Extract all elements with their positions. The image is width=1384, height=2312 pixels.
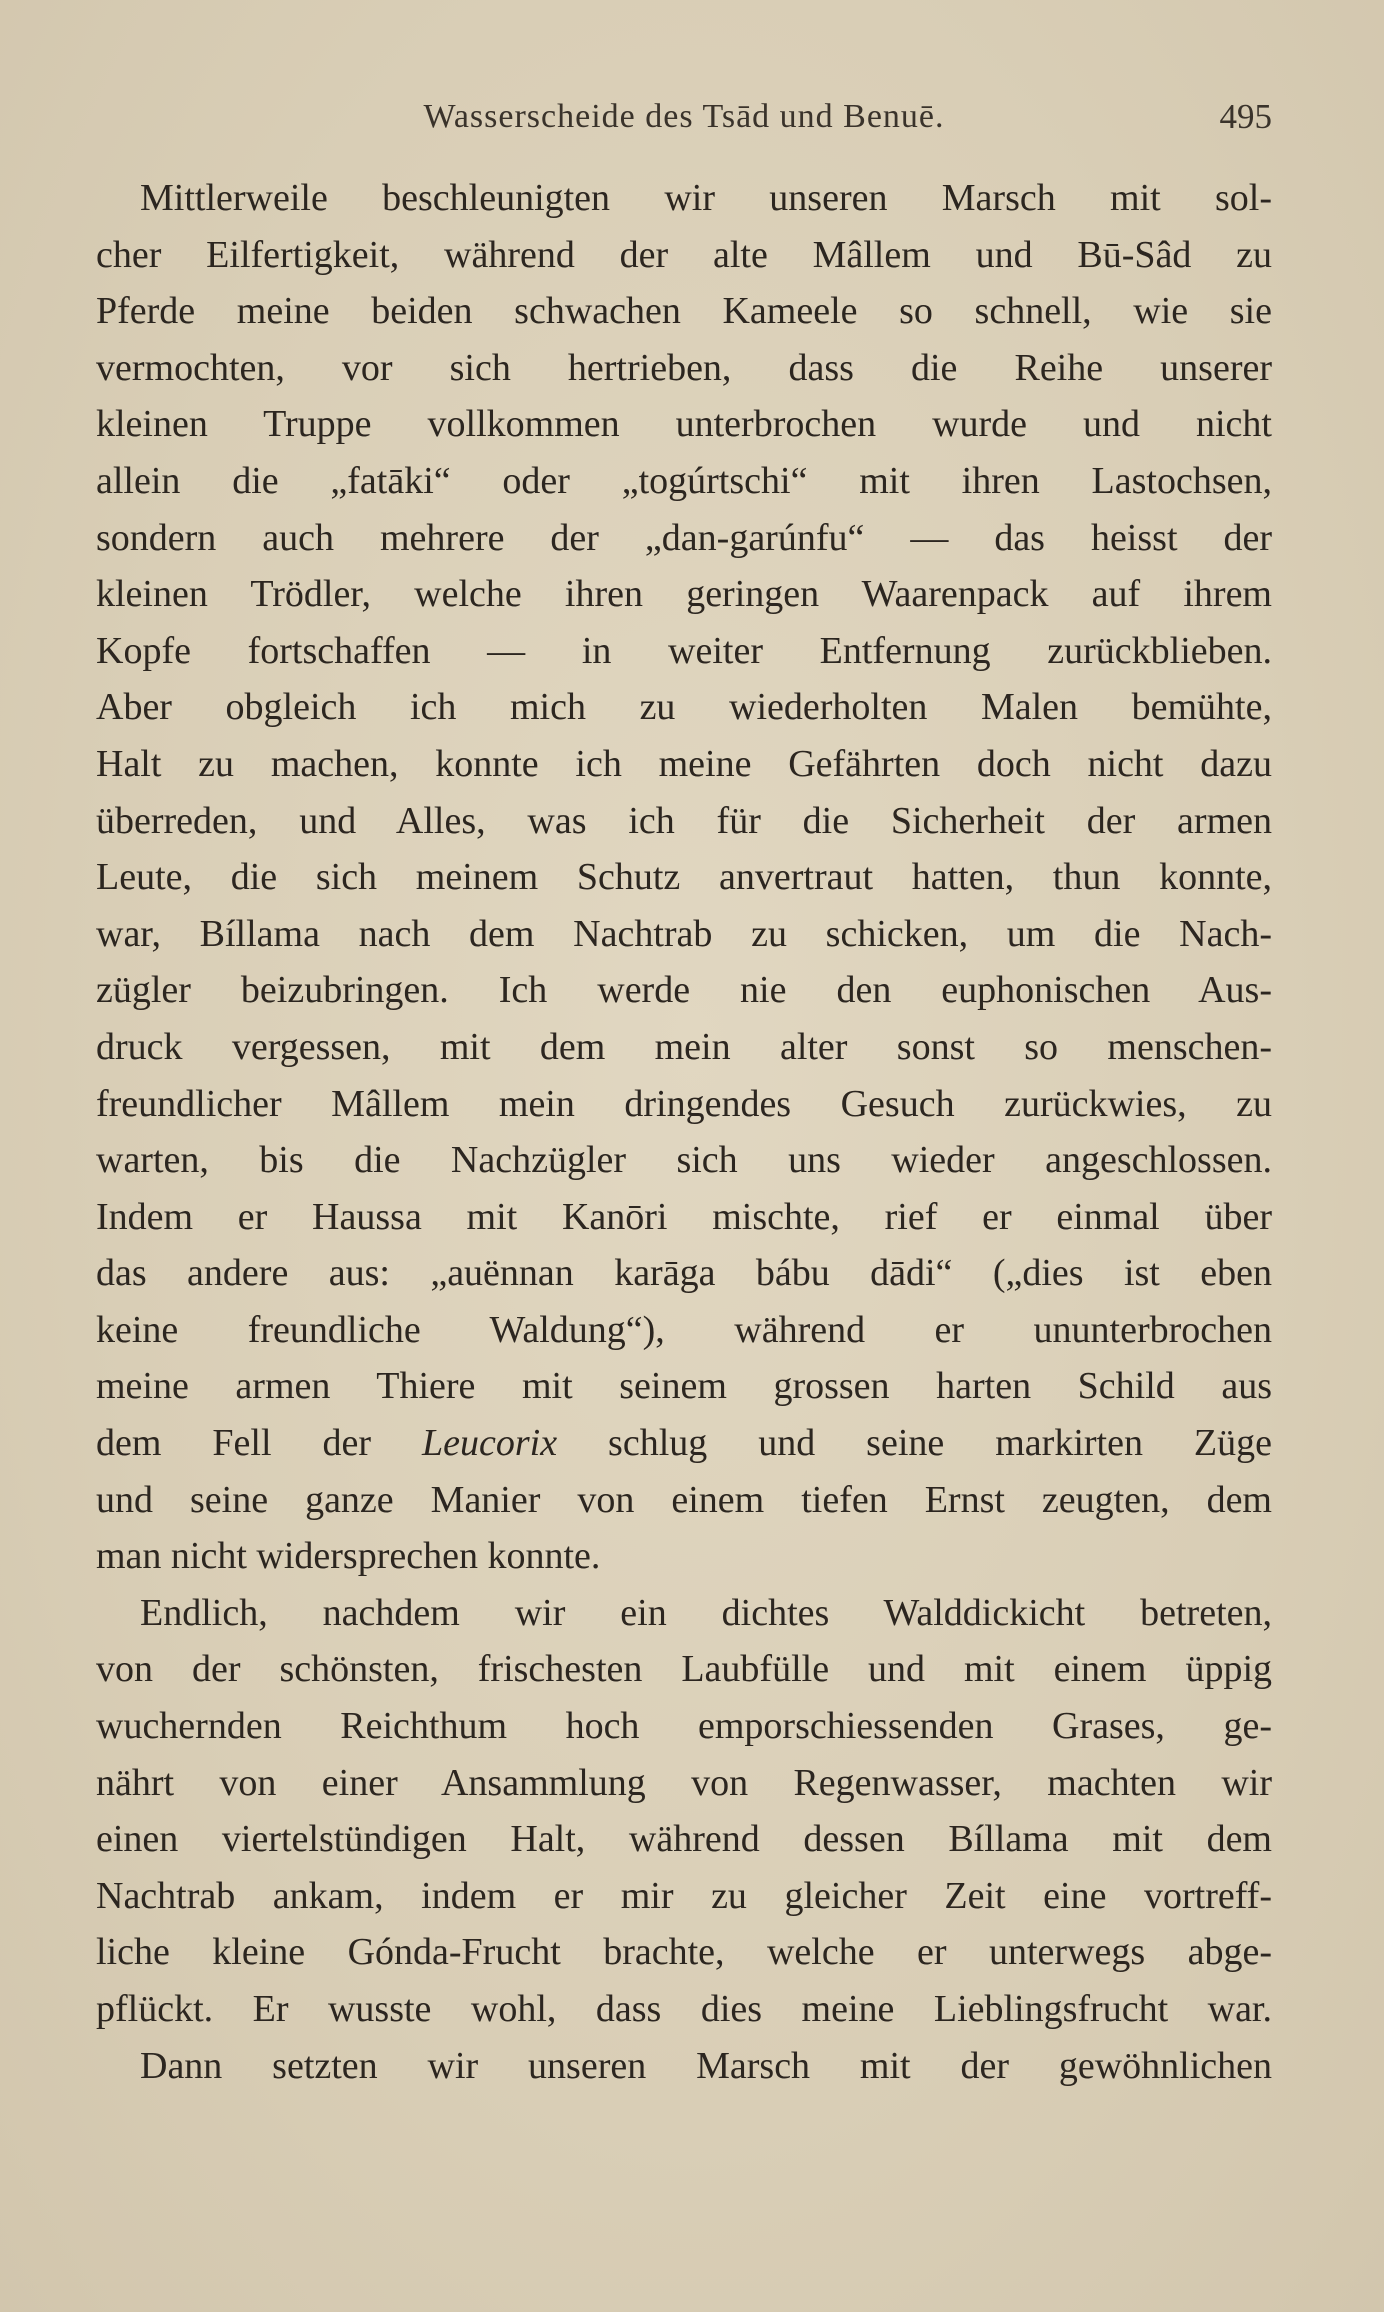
text-line: nährt von einer Ansammlung von Regenwasser, machten wir — [96, 1761, 1272, 1804]
text-line: pflückt. Er wusste wohl, dass dies meine Lieblingsfrucht war. — [96, 1988, 1272, 2030]
running-head — [96, 92, 1272, 142]
body-text — [96, 170, 1272, 2094]
text-line: cher Eilfertigkeit, während der alte Mâllem und Bū-Sâd zu — [96, 233, 1272, 276]
text-line: Leute, die sich meinem Schutz anvertraut hatten, thun konnte, — [96, 856, 1272, 899]
text-line: das andere aus: „auënnan karāga bábu dādi“ („dies ist eben — [96, 1252, 1272, 1295]
text-line: wuchernden Reichthum hoch emporschiessenden Grases, ge- — [96, 1705, 1272, 1748]
text-line — [96, 1415, 1272, 1472]
text-line: allein die „fatāki“ oder „togúrtschi“ mit ihren Lastochsen, — [96, 459, 1272, 502]
text-line: Endlich, nachdem wir ein dichtes Walddickicht betreten, — [140, 1591, 1272, 1634]
text-line: Indem er Haussa mit Kanōri mischte, rief er einmal über — [96, 1195, 1272, 1238]
text-line: war, Bíllama nach dem Nachtrab zu schicken, um die Nach- — [96, 912, 1272, 955]
text-line: vermochten, vor sich hertrieben, dass die Reihe unserer — [96, 346, 1272, 389]
text-line: man nicht widersprechen konnte. — [96, 1535, 601, 1578]
text-line: meine armen Thiere mit seinem grossen harten Schild aus — [96, 1365, 1272, 1408]
text-line: Mittlerweile beschleunigten wir unseren Marsch mit sol- — [140, 177, 1272, 219]
text-segment: dem Fell der — [96, 1422, 422, 1465]
text-line: kleinen Truppe vollkommen unterbrochen wurde und nicht — [96, 403, 1272, 446]
text-line: Dann setzten wir unseren Marsch mit der gewöhnlichen — [140, 2044, 1272, 2087]
text-line: Aber obgleich ich mich zu wiederholten Malen bemühte, — [96, 686, 1272, 729]
text-line: Kopfe fortschaffen — in weiter Entfernung zurückblieben. — [96, 629, 1272, 672]
text-line: warten, bis die Nachzügler sich uns wieder angeschlossen. — [96, 1139, 1272, 1182]
text-line: liche kleine Góndа-Frucht brachte, welche er unterwegs abge- — [96, 1931, 1272, 1974]
text-line: keine freundliche Waldung“), während er ununterbrochen — [96, 1308, 1272, 1351]
italic-term: Leucorix — [421, 1422, 558, 1465]
text-line: zügler beizubringen. Ich werde nie den euphonischen Aus- — [96, 969, 1272, 1012]
text-line: freundlicher Mâllem mein dringendes Gesuch zurückwies, zu — [96, 1082, 1272, 1125]
text-line: kleinen Trödler, welche ihren geringen Waarenpack auf ihrem — [96, 573, 1272, 616]
running-title: Wasserscheide des Tsād und Benuē. — [423, 98, 945, 135]
page-number: 495 — [1219, 97, 1272, 136]
text-line: von der schönsten, frischesten Laubfülle und mit einem üppig — [96, 1648, 1272, 1691]
text-line: Pferde meine beiden schwachen Kameele so schnell, wie sie — [96, 290, 1272, 333]
text-line: Halt zu machen, konnte ich meine Gefährten doch nicht dazu — [96, 742, 1272, 785]
text-line: sondern auch mehrere der „dan-garúnfu“ — das heisst der — [96, 516, 1272, 559]
text-line: einen viertelstündigen Halt, während dessen Bíllama mit dem — [96, 1818, 1272, 1861]
text-line: Nachtrab ankam, indem er mir zu gleicher Zeit eine vortreff- — [96, 1874, 1272, 1917]
text-segment: schlug und seine markirten Züge — [557, 1422, 1272, 1465]
text-line: druck vergessen, mit dem mein alter sonst so menschen- — [96, 1025, 1272, 1068]
text-line: und seine ganze Manier von einem tiefen Ernst zeugten, dem — [96, 1478, 1272, 1521]
text-line: überreden, und Alles, was ich für die Sicherheit der armen — [96, 799, 1272, 842]
